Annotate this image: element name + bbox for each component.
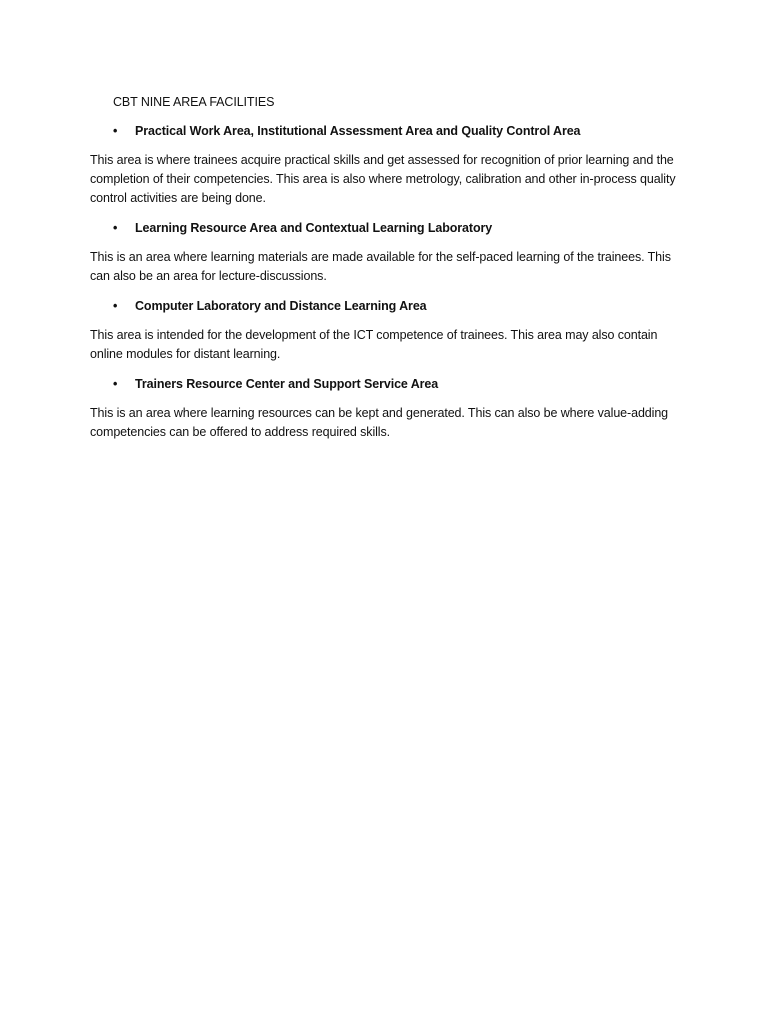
- section-heading-row: [90, 122, 690, 140]
- document-title: CBT NINE AREA FACILITIES: [113, 95, 275, 109]
- section-heading-row: [90, 375, 690, 393]
- bullet-icon: •: [113, 299, 118, 313]
- section-body: This is an area where learning materials are made available for the self-paced learning of the trainees. This can also be an area for lecture-discussions.: [90, 250, 671, 283]
- bullet-icon: •: [113, 124, 118, 138]
- bullet-icon: •: [113, 377, 118, 391]
- section-heading-row: [90, 219, 690, 237]
- section-heading-row: [90, 297, 690, 315]
- section-heading: Computer Laboratory and Distance Learning Area: [135, 299, 427, 313]
- section-trainers-resource-center: [90, 375, 690, 442]
- section-heading: Practical Work Area, Institutional Assessment Area and Quality Control Area: [135, 124, 581, 138]
- document-page: [90, 93, 690, 442]
- section-heading: Learning Resource Area and Contextual Learning Laboratory: [135, 221, 493, 235]
- section-heading: Trainers Resource Center and Support Service Area: [135, 377, 439, 391]
- section-body: This area is intended for the development of the ICT competence of trainees. This area may also contain online modules for distant learning.: [90, 328, 658, 361]
- section-learning-resource-area: [90, 219, 690, 286]
- bullet-icon: •: [113, 221, 118, 235]
- section-body: This area is where trainees acquire practical skills and get assessed for recognition of prior learning and the completion of their competencies. This area is also where metrology, calibration and other in-process quality control activities are being done.: [90, 153, 676, 205]
- section-computer-laboratory: [90, 297, 690, 364]
- section-body: This is an area where learning resources can be kept and generated. This can also be where value-adding competencies can be offered to address required skills.: [90, 406, 669, 439]
- section-practical-work-area: [90, 122, 690, 208]
